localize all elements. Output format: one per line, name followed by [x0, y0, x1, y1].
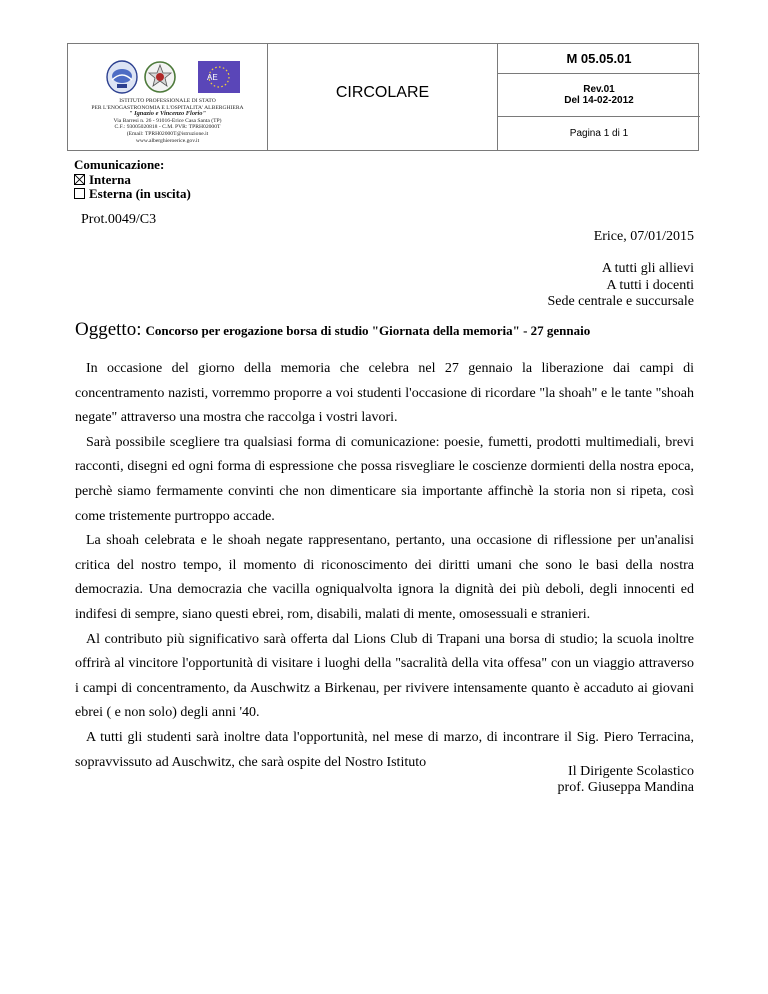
- checked-checkbox-icon: [74, 174, 85, 185]
- school-address: Via Barresi n. 26 - 91016-Erice Casa Santa (TP): [113, 117, 222, 124]
- option-internal-label: Interna: [89, 171, 131, 187]
- school-info: [72, 98, 263, 144]
- recipient: A tutti gli allievi: [601, 261, 694, 276]
- signature-role: Il Dirigente Scolastico: [568, 764, 694, 779]
- school-name: " Ignazio e Vincenzo Florio": [128, 110, 207, 118]
- subject-label: Oggetto:: [75, 319, 142, 340]
- title-cell: [268, 44, 498, 150]
- school-website: www.alberghieroerice.gov.it: [135, 137, 200, 144]
- document-code: M 05.05.01: [498, 44, 700, 74]
- body-text: [75, 357, 694, 775]
- document-title: CIRCOLARE: [335, 84, 430, 101]
- option-external-label: Esterna (in uscita): [89, 186, 191, 201]
- signature-name: prof. Giuseppa Mandina: [557, 780, 694, 795]
- document-header: [67, 43, 699, 151]
- meta-cell: [498, 44, 700, 150]
- school-logos: [104, 58, 244, 96]
- recipients: [547, 261, 694, 311]
- italian-republic-emblem-icon: [145, 62, 175, 92]
- option-internal: [74, 173, 191, 188]
- school-codes: C.F.: 93005020818 - C.M. PVR: TPRH02000T: [114, 124, 221, 131]
- school-logo-cell: [68, 44, 268, 150]
- european-union-flag-icon: [198, 61, 240, 93]
- body-paragraph: A tutti gli studenti sarà inoltre data l'opportunità, nel mese di marzo, di incontrare il Sig. Piero Terracina, sopravvissuto ad Auschwitz, che sarà ospite del Nostro Istituto: [75, 729, 694, 770]
- signature-block: [558, 764, 694, 796]
- revision-date: Del 14-02-2012: [564, 95, 634, 106]
- protocol-number: Prot.0049/C3: [81, 212, 157, 227]
- communication-section: [74, 158, 191, 202]
- page-number: Pagina 1 di 1: [569, 128, 629, 139]
- revision-number: Rev.01: [583, 84, 615, 95]
- communication-heading: Comunicazione:: [74, 157, 165, 172]
- body-paragraph: Sarà possibile scegliere tra qualsiasi forma di comunicazione: poesie, fumetti, prodotti multimediali, brevi racconti, disegni ed ogni forma di espressione che possa risvegliare le coscienze dormienti della nostra epoca, perchè siamo fermamente convinti che non dimenticare sia importante affinchè la storia non si ripeta, così come tristemente purtroppo accade.: [75, 434, 694, 524]
- school-line: ISTITUTO PROFESSIONALE DI STATO: [119, 98, 216, 104]
- subject-line: [75, 319, 590, 341]
- revision-info: [498, 74, 700, 117]
- recipient: Sede centrale e succursale: [547, 294, 694, 309]
- recipient: A tutti i docenti: [606, 277, 694, 293]
- svg-text:AE: AE: [207, 73, 218, 82]
- option-external: [74, 187, 191, 202]
- subject-text: Concorso per erogazione borsa di studio "Giornata della memoria" - 27 gennaio: [145, 323, 591, 338]
- school-line: PER L'ENOGASTRONOMIA E L'OSPITALITA' ALBERGHIERA: [91, 104, 244, 111]
- body-paragraph: Al contributo più significativo sarà offerta dal Lions Club di Trapani una borsa di studio; la scuola inoltre offrirà al vincitore l'opportunità di visitare i luoghi della "sacralità della vita offesa" con un viaggio attraverso i campi di concentramento, da Auschwitz a Birkenau, per rivivere intensamente quanto è accaduto ai giovani ebrei ( e non solo) degli anni '40.: [75, 631, 694, 721]
- body-paragraph: In occasione del giorno della memoria che celebra nel 27 gennaio la liberazione dai campi di concentramento nazisti, vorremmo proporre a voi studenti l'occasione di ricordare "la shoah" e le tante "shoah negate" attraverso una mostra che raccolga i vostri lavori.: [75, 361, 694, 426]
- school-email: (Email: TPRH02000T@istruzione.it: [126, 130, 209, 137]
- institute-logo-icon: [107, 61, 137, 93]
- body-paragraph: La shoah celebrata e le shoah negate rappresentano, pertanto, una occasione di riflessione per un'analisi critica del nostro tempo, il momento di riconoscimento dei diritti umani che sono le basi della nostra democrazia. Una democrazia che vacilla ogniqualvolta ignora la dignità dei più deboli, degli innocenti ed indifesi di sempre, siano questi ebrei, rom, disabili, malati di mente, omosessuali e stranieri.: [75, 533, 694, 622]
- empty-checkbox-icon: [74, 188, 85, 199]
- document-date: Erice, 07/01/2015: [593, 229, 694, 244]
